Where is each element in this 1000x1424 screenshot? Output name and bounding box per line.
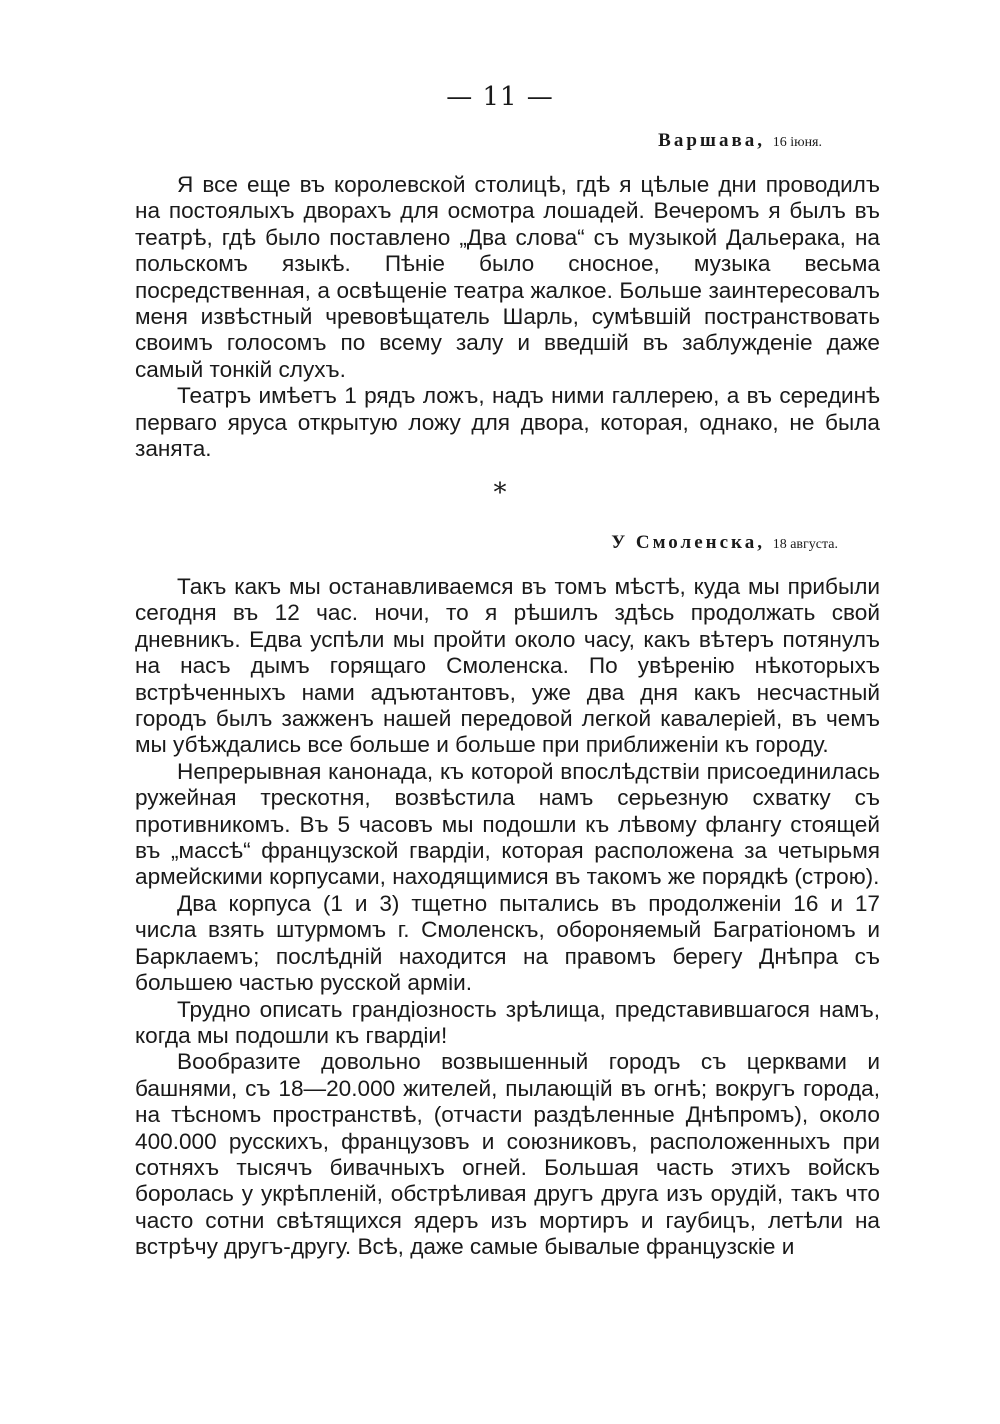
dateline-warsaw [658,130,822,152]
paragraph: Такъ какъ мы останавливаемся въ томъ мѣстѣ, куда мы прибыли сегодня въ 12 час. ночи, то я рѣшилъ здѣсь продолжать свой дневникъ. Едва успѣли мы пройти около часу, какъ вѣтеръ потянулъ на насъ дымъ горящаго Смоленска. По увѣренію нѣкоторыхъ встрѣченныхъ нами адъютантовъ, уже два дня какъ несчастный городъ былъ зажженъ нашей передовой легкой кавалеріей, въ чемъ мы убѣждались все больше и больше при приближеніи къ городу. [135,574,880,758]
dateline-date: 18 августа. [772,537,838,552]
page-number: — 11 — [446,82,554,112]
dateline-place: Варшава, [658,130,765,151]
paragraph: Непрерывная канонада, къ которой впослѣдствіи присоединилась ружейная трескотня, возвѣстила намъ серьезную схватку съ противникомъ. Въ 5 часовъ мы подошли къ лѣвому флангу стоящей въ „массѣ“ французской гвардіи, которая расположена за четырьмя армейскими корпусами, находящимися въ такомъ же порядкѣ (строю). [135,758,880,890]
paragraph: Два корпуса (1 и 3) тщетно пытались въ продолженіи 16 и 17 числа взять штурмомъ г. Смоленскъ, обороняемый Багратіономъ и Барклаемъ; послѣдній находится на правомъ берегу Днѣпра съ большею частью русской арміи. [135,890,880,996]
dateline-smolensk [611,532,838,554]
paragraph: Театръ имѣетъ 1 рядъ ложъ, надъ ними галлерею, а въ серединѣ перваго яруса открытую ложу для двора, которая, однако, не была занята. [135,383,880,462]
entry-smolensk-body [135,574,880,1261]
paragraph: Трудно описать грандіозность зрѣлища, представившагося намъ, когда мы подошли къ гвардіи! [135,996,880,1048]
entry-warsaw-body [135,172,880,462]
dateline-date: 16 іюня. [772,135,822,150]
section-separator: * [493,478,507,508]
paragraph: Я все еще въ королевской столицѣ, гдѣ я цѣлые дни проводилъ на постоялыхъ дворахъ для осмотра лошадей. Вечеромъ я былъ въ театрѣ, гдѣ было поставлено „Два слова“ съ музыкой Дальерака, на польскомъ языкѣ. Пѣніе было сносное, музыка весьма посредственная, а освѣщеніе театра жалкое. Больше заинтересовалъ меня извѣстный чревовѣщатель Шарль, сумѣвшій постранствовать своимъ голосомъ по всему залу и введшій въ заблужденіе даже самый тонкій слухъ. [135,172,880,382]
dateline-place: У Смоленска, [611,532,765,553]
paragraph: Вообразите довольно возвышенный городъ съ церквами и башнями, съ 18—20.000 жителей, пылающій въ огнѣ; вокругъ города, на тѣсномъ пространствѣ, (отчасти раздѣленные Днѣпромъ), около 400.000 русскихъ, французовъ и союзниковъ, расположенныхъ при сотняхъ тысячъ бивачныхъ огней. Большая часть этихъ войскъ боролась у укрѣпленій, обстрѣливая другъ друга изъ орудій, такъ что часто сотни свѣтящихся ядеръ изъ мортиръ и гаубицъ, летѣли на встрѣчу другъ-другу. Всѣ, даже самые бывалые французскіе и [135,1049,880,1260]
